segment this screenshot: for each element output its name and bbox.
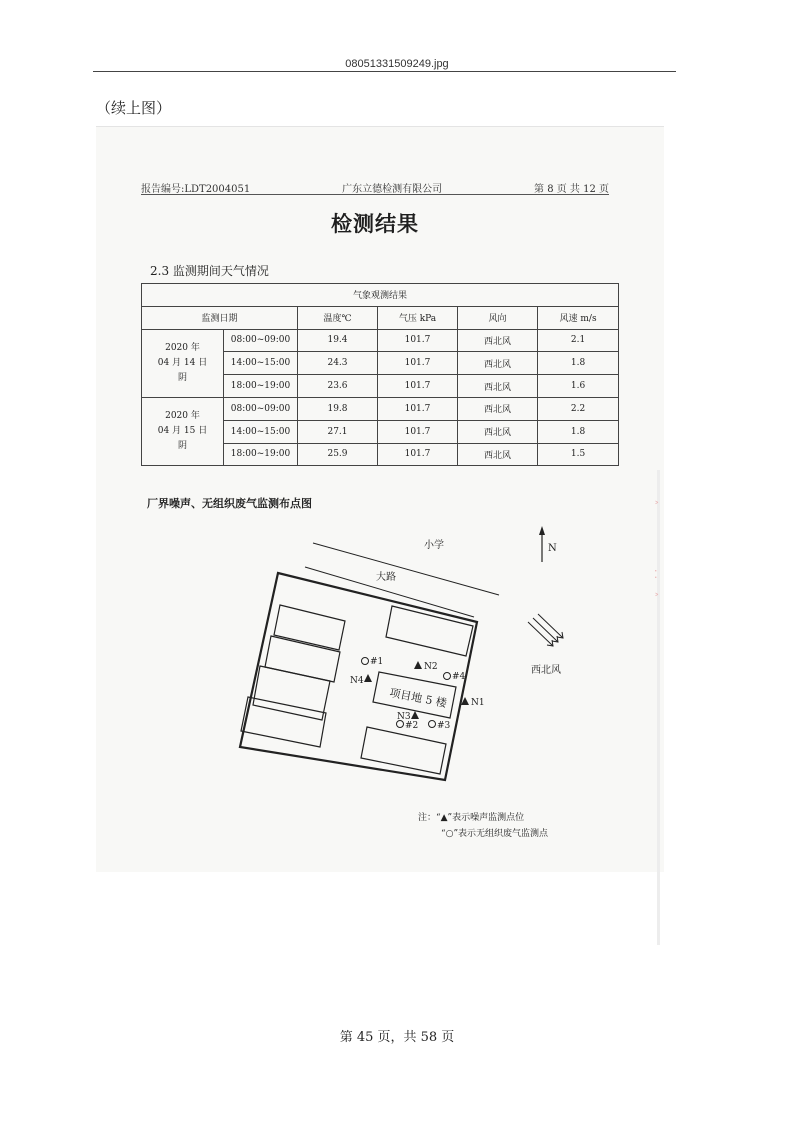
time-cell: 08:00~09:00	[224, 397, 298, 420]
wind-speed-cell: 1.8	[538, 352, 619, 375]
time-cell: 14:00~15:00	[224, 352, 298, 375]
noise-point-marker	[364, 674, 372, 682]
header-date: 监测日期	[142, 306, 298, 329]
report-page: 第 8 页 共 12 页	[534, 184, 609, 195]
wind-arrows-icon	[528, 614, 563, 646]
temperature-cell: 19.4	[298, 329, 378, 352]
legend-noise: 注：“▲”表示噪声监测点位	[418, 813, 525, 823]
scan-stamp-mark: ⁚	[654, 568, 658, 581]
header-temperature: 温度℃	[298, 306, 378, 329]
page-footer: 第 45 页，共 58 页	[339, 1030, 455, 1045]
pressure-cell: 101.7	[378, 443, 458, 466]
temperature-cell: 23.6	[298, 375, 378, 398]
north-label: N	[548, 543, 557, 554]
air-point-marker	[444, 673, 451, 680]
date-year: 2020 年	[165, 342, 200, 353]
site-map-title: 厂界噪声、无组织废气监测布点图	[147, 497, 312, 510]
temperature-cell: 27.1	[298, 420, 378, 443]
temperature-cell: 24.3	[298, 352, 378, 375]
air-point-label: #3	[437, 721, 451, 731]
air-point-marker	[429, 721, 436, 728]
report-company: 广东立德检测有限公司	[342, 184, 443, 195]
pressure-cell: 101.7	[378, 329, 458, 352]
time-cell: 14:00~15:00	[224, 420, 298, 443]
school-road-line	[313, 543, 499, 595]
date-weather: 阴	[177, 441, 187, 452]
header-wind-direction: 风向	[458, 306, 538, 329]
wind-direction-cell: 西北风	[458, 397, 538, 420]
scan-stamp-mark: ˃	[654, 500, 660, 513]
wind-speed-cell: 1.8	[538, 420, 619, 443]
noise-point-marker	[414, 661, 422, 669]
temperature-cell: 19.8	[298, 397, 378, 420]
pressure-cell: 101.7	[378, 375, 458, 398]
wind-direction-cell: 西北风	[458, 329, 538, 352]
building-label: 项目地 5 楼	[388, 686, 448, 711]
wind-direction-cell: 西北风	[458, 352, 538, 375]
building-block	[274, 605, 345, 650]
time-cell: 18:00~19:00	[224, 375, 298, 398]
noise-point-label: N1	[471, 698, 485, 708]
table-caption: 气象观测结果	[142, 284, 619, 307]
date-day: 04 月 15 日	[157, 426, 208, 437]
date-year: 2020 年	[165, 411, 200, 422]
school-label: 小学	[424, 540, 444, 551]
pressure-cell: 101.7	[378, 397, 458, 420]
continued-label: （续上图）	[96, 99, 172, 117]
air-point-label: #4	[452, 672, 466, 682]
scan-stamp-mark: ˃	[654, 592, 660, 605]
report-number: 报告编号:LDT2004051	[141, 184, 251, 195]
wind-label: 西北风	[531, 665, 561, 676]
date-day: 04 月 14 日	[157, 357, 208, 368]
wind-direction-cell: 西北风	[458, 375, 538, 398]
building-block	[386, 606, 473, 656]
wind-speed-cell: 1.6	[538, 375, 619, 398]
noise-point-marker	[411, 711, 419, 719]
wind-speed-cell: 2.1	[538, 329, 619, 352]
wind-direction-cell: 西北风	[458, 420, 538, 443]
noise-point-label: N3	[397, 712, 411, 722]
air-point-marker	[362, 658, 369, 665]
file-name: 08051331509249.jpg	[345, 58, 449, 70]
air-point-label: #1	[370, 657, 384, 667]
building-block	[361, 727, 446, 774]
air-point-label: #2	[405, 721, 419, 731]
wind-speed-cell: 2.2	[538, 397, 619, 420]
wind-direction-cell: 西北风	[458, 443, 538, 466]
header-wind-speed: 风速 m/s	[538, 306, 619, 329]
date-weather: 阴	[177, 372, 187, 383]
header-pressure: 气压 kPa	[378, 306, 458, 329]
building-block	[241, 697, 326, 747]
section-title: 2.3 监测期间天气情况	[150, 264, 269, 278]
wind-speed-cell: 1.5	[538, 443, 619, 466]
north-arrow-head-icon	[539, 526, 545, 535]
time-cell: 18:00~19:00	[224, 443, 298, 466]
time-cell: 08:00~09:00	[224, 329, 298, 352]
temperature-cell: 25.9	[298, 443, 378, 466]
page-heading: 检测结果	[331, 211, 419, 236]
noise-point-label: N4	[350, 676, 364, 686]
pressure-cell: 101.7	[378, 420, 458, 443]
legend-air: “○”表示无组织废气监测点	[441, 829, 549, 839]
pressure-cell: 101.7	[378, 352, 458, 375]
road-label: 大路	[376, 572, 396, 583]
noise-point-label: N2	[424, 662, 438, 672]
